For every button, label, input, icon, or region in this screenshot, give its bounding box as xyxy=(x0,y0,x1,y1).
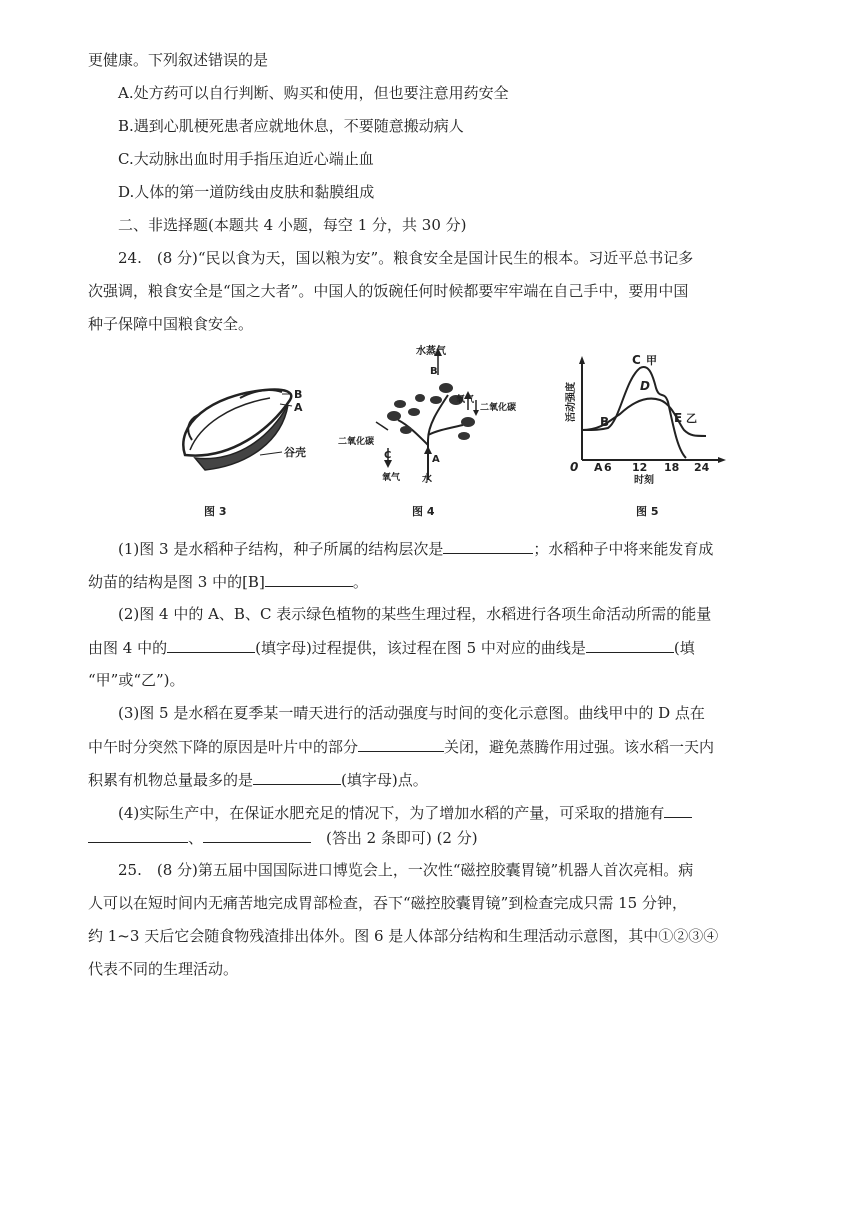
fig4-label-oxygen-bottom: 氧气 xyxy=(382,473,401,483)
q24-part1-line1 xyxy=(118,538,713,559)
fig5-point-b: B xyxy=(600,415,610,429)
q24-part3-line2 xyxy=(88,736,714,757)
q23-option-b: B.遇到心肌梗死患者应就地休息，不要随意搬动病人 xyxy=(118,117,464,135)
q23-option-a: A.处方药可以自行判断、购买和使用，但也要注意用药安全 xyxy=(118,84,509,102)
fig5-point-e: E xyxy=(674,411,683,425)
answer-blank-max-point[interactable] xyxy=(253,769,341,785)
fig3-label-husk: 谷壳 xyxy=(284,446,306,459)
fig5-series-yi: 乙 xyxy=(686,412,697,425)
q25-stem-line-2: 人可以在短时间内无痛苦地完成胃部检查，吞下“磁控胶囊胃镜”到检查完成只需 15 分钟， xyxy=(88,894,687,912)
q24-p1-text-d: 。 xyxy=(352,573,368,591)
fig5-series-jia: 甲 xyxy=(646,354,657,367)
q24-p1-text-b: ；水稻种子中将来能发育成 xyxy=(533,540,714,558)
q24-p3-text-e: (填字母)点。 xyxy=(341,771,428,789)
answer-blank-measure-1b[interactable] xyxy=(88,827,188,843)
q24-part4-line2 xyxy=(88,827,478,848)
q23-option-c: C.大动脉出血时用手指压迫近心端止血 xyxy=(118,150,374,168)
answer-blank-curve[interactable] xyxy=(586,637,674,653)
fig4-label-co2-left: 二氧化碳 xyxy=(338,437,375,447)
fig4-label-water: 水 xyxy=(422,474,432,485)
q24-part2-line2 xyxy=(88,637,695,658)
fig5-xlabel: 时刻 xyxy=(634,475,654,486)
q24-part2-line1: (2)图 4 中的 A、B、C 表示绿色植物的某些生理过程，水稻进行各项生命活动所需的能量 xyxy=(118,605,712,623)
fig5-caption: 图 5 xyxy=(636,505,659,518)
q25-stem-line-4: 代表不同的生理活动。 xyxy=(88,960,239,978)
fig4-label-c: C xyxy=(384,450,392,461)
q24-part2-line3: “甲”或“乙”)。 xyxy=(88,671,185,689)
q24-part3-line3 xyxy=(88,769,428,790)
q25-stem-line-1: 25. (8 分)第五届中国国际进口博览会上，一次性“磁控胶囊胃镜”机器人首次亮相。病 xyxy=(118,861,694,879)
q24-p2-text-c: (填字母)过程提供，该过程在图 5 中对应的曲线是 xyxy=(255,639,586,657)
fig5-point-a: A xyxy=(594,461,603,474)
answer-blank-stomata[interactable] xyxy=(358,736,444,752)
fig3-label-a: A xyxy=(294,401,303,414)
q23-stem-end: 更健康。下列叙述错误的是 xyxy=(88,51,269,69)
fig4-caption: 图 4 xyxy=(412,505,435,518)
q24-stem-line-3: 种子保障中国粮食安全。 xyxy=(88,315,254,333)
section-heading: 二、非选择题(本题共 4 小题，每空 1 分，共 30 分) xyxy=(118,216,467,234)
fig5-point-c: C xyxy=(632,353,641,367)
q24-p4-text-b: 、 xyxy=(188,829,204,847)
q24-p1-text-c: 幼苗的结构是图 3 中的[B] xyxy=(88,573,265,591)
figure-5-curves xyxy=(560,350,730,485)
fig3-label-b: B xyxy=(294,388,303,401)
q23-option-d: D.人体的第一道防线由皮肤和黏膜组成 xyxy=(118,183,375,201)
answer-blank-measure-1a[interactable] xyxy=(664,802,692,818)
q24-p1-text-a: (1)图 3 是水稻种子结构，种子所属的结构层次是 xyxy=(118,540,444,558)
fig4-label-oxygen-top: 氧气 xyxy=(456,395,475,405)
q24-stem-line-2: 次强调，粮食安全是“国之大者”。中国人的饭碗任何时候都要牢牢端在自己手中，要用中国 xyxy=(88,282,689,300)
answer-blank-b-structure[interactable] xyxy=(265,571,353,587)
q24-p4-text-a: (4)实际生产中，在保证水肥充足的情况下，为了增加水稻的产量，可采取的措施有 xyxy=(118,804,665,822)
q24-p3-text-b: 中午时分突然下降的原因是叶片中的部分 xyxy=(88,738,359,756)
fig5-ylabel: 活动强度 xyxy=(566,382,577,422)
answer-blank-process-letter[interactable] xyxy=(167,637,255,653)
fig5-tick-24: 24 xyxy=(694,461,710,474)
figure-4-plant xyxy=(338,340,517,490)
fig4-label-b: B xyxy=(430,366,438,377)
fig5-tick-6: 6 xyxy=(604,461,612,474)
answer-blank-measure-2[interactable] xyxy=(203,827,311,843)
figure-3-rice-seed xyxy=(170,370,320,480)
q24-p2-text-d: (填 xyxy=(673,639,695,657)
q24-part4-line1 xyxy=(118,802,692,823)
answer-blank-structure-level[interactable] xyxy=(443,538,533,554)
q24-p4-text-c: (答出 2 条即可) (2 分) xyxy=(311,829,478,847)
q25-stem-line-3: 约 1~3 天后它会随食物残渣排出体外。图 6 是人体部分结构和生理活动示意图，其中①②③④ xyxy=(88,927,719,945)
fig4-label-co2-right: 二氧化碳 xyxy=(480,403,517,413)
q24-stem-line-1: 24. (8 分)“民以食为天，国以粮为安”。粮食安全是国计民生的根本。习近平总书记多 xyxy=(118,249,694,267)
q24-part1-line2 xyxy=(88,571,368,592)
q24-p2-text-b: 由图 4 中的 xyxy=(88,639,168,657)
fig5-point-d: D xyxy=(640,379,650,393)
fig4-label-vapor: 水蒸气 xyxy=(416,346,446,357)
fig3-caption: 图 3 xyxy=(204,505,227,518)
q24-p3-text-c: 关闭，避免蒸腾作用过强。该水稻一天内 xyxy=(444,738,715,756)
fig5-tick-18: 18 xyxy=(664,461,680,474)
q24-p3-text-d: 积累有机物总量最多的是 xyxy=(88,771,254,789)
fig5-tick-0: 0 xyxy=(570,460,579,474)
fig4-label-a: A xyxy=(432,454,440,465)
fig5-tick-12: 12 xyxy=(632,461,648,474)
q24-part3-line1: (3)图 5 是水稻在夏季某一晴天进行的活动强度与时间的变化示意图。曲线甲中的 D 点在 xyxy=(118,704,705,722)
